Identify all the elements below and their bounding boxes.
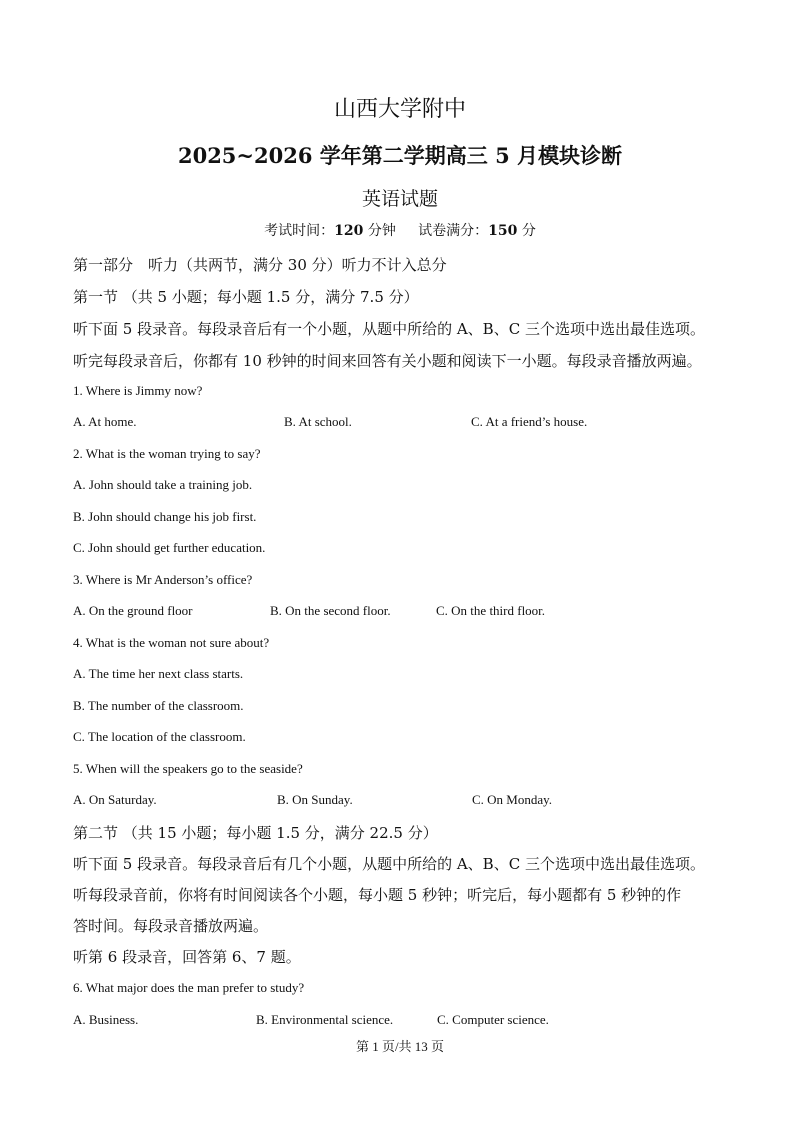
question-6-option-a: A. Business.: [73, 1012, 139, 1027]
question-3-option-c: C. On the third floor.: [436, 603, 546, 618]
exam-title: 2025~2026 学年第二学期高三 5 月模块诊断: [177, 143, 623, 168]
question-1-option-c: C. At a friend’s house.: [471, 414, 588, 429]
section1-instruction-1: 听下面 5 段录音。每段录音后有一个小题，从题中所给的 A、B、C 三个选项中选出最佳选项。: [73, 320, 705, 338]
question-5-stem: 5. When will the speakers go to the seaside?: [73, 761, 303, 776]
exam-time-value: 120: [334, 223, 364, 239]
page-number: 第 1 页/共 13 页: [355, 1039, 445, 1054]
question-1-option-b: B. At school.: [284, 414, 352, 429]
full-score-value: 150: [488, 223, 518, 239]
section2-instruction-4: 听第 6 段录音，回答第 6、7 题。: [73, 948, 301, 966]
question-5-option-b: B. On Sunday.: [277, 792, 353, 807]
question-5-option-c: C. On Monday.: [472, 792, 553, 807]
question-2-stem: 2. What is the woman trying to say?: [73, 446, 261, 461]
question-3-stem: 3. Where is Mr Anderson’s office?: [73, 572, 253, 587]
question-3-option-a: A. On the ground floor: [73, 603, 193, 618]
full-score-label: 试卷满分：: [418, 223, 489, 239]
section2-instruction-2: 听每段录音前，你将有时间阅读各个小题，每小题 5 秒钟；听完后，每小题都有 5 秒钟的作: [73, 886, 682, 904]
exam-info: [0, 220, 800, 240]
question-3-option-b: B. On the second floor.: [270, 603, 391, 618]
question-2-option-b: B. John should change his job first.: [73, 509, 257, 524]
full-score-unit: 分: [521, 223, 536, 239]
exam-time-label: 考试时间：: [264, 223, 335, 239]
exam-time-unit: 分钟: [367, 223, 396, 239]
question-1-option-a: A. At home.: [73, 414, 137, 429]
section1-heading: 第一节 （共 5 小题；每小题 1.5 分，满分 7.5 分）: [73, 288, 419, 306]
question-4-option-a: A. The time her next class starts.: [73, 666, 244, 681]
section2-heading: 第二节 （共 15 小题；每小题 1.5 分，满分 22.5 分）: [73, 824, 438, 842]
question-4-option-b: B. The number of the classroom.: [73, 698, 244, 713]
question-4-stem: 4. What is the woman not sure about?: [73, 635, 270, 650]
question-4-option-c: C. The location of the classroom.: [73, 729, 246, 744]
question-6-option-c: C. Computer science.: [437, 1012, 549, 1027]
question-2-option-a: A. John should take a training job.: [73, 477, 253, 492]
part1-heading: 第一部分 听力（共两节，满分 30 分）听力不计入总分: [73, 256, 447, 274]
section2-instruction-3: 答时间。每段录音播放两遍。: [73, 917, 269, 935]
question-5-option-a: A. On Saturday.: [73, 792, 157, 807]
question-6-stem: 6. What major does the man prefer to study?: [73, 980, 305, 995]
school-name: 山西大学附中: [333, 97, 466, 122]
question-1-stem: 1. Where is Jimmy now?: [73, 383, 203, 398]
section2-instruction-1: 听下面 5 段录音。每段录音后有几个小题，从题中所给的 A、B、C 三个选项中选出最佳选项。: [73, 855, 705, 873]
exam-subject: 英语试题: [361, 188, 438, 210]
section1-instruction-2: 听完每段录音后，你都有 10 秒钟的时间来回答有关小题和阅读下一小题。每段录音播放两遍。: [73, 352, 702, 370]
question-2-option-c: C. John should get further education.: [73, 540, 266, 555]
question-6-option-b: B. Environmental science.: [256, 1012, 394, 1027]
